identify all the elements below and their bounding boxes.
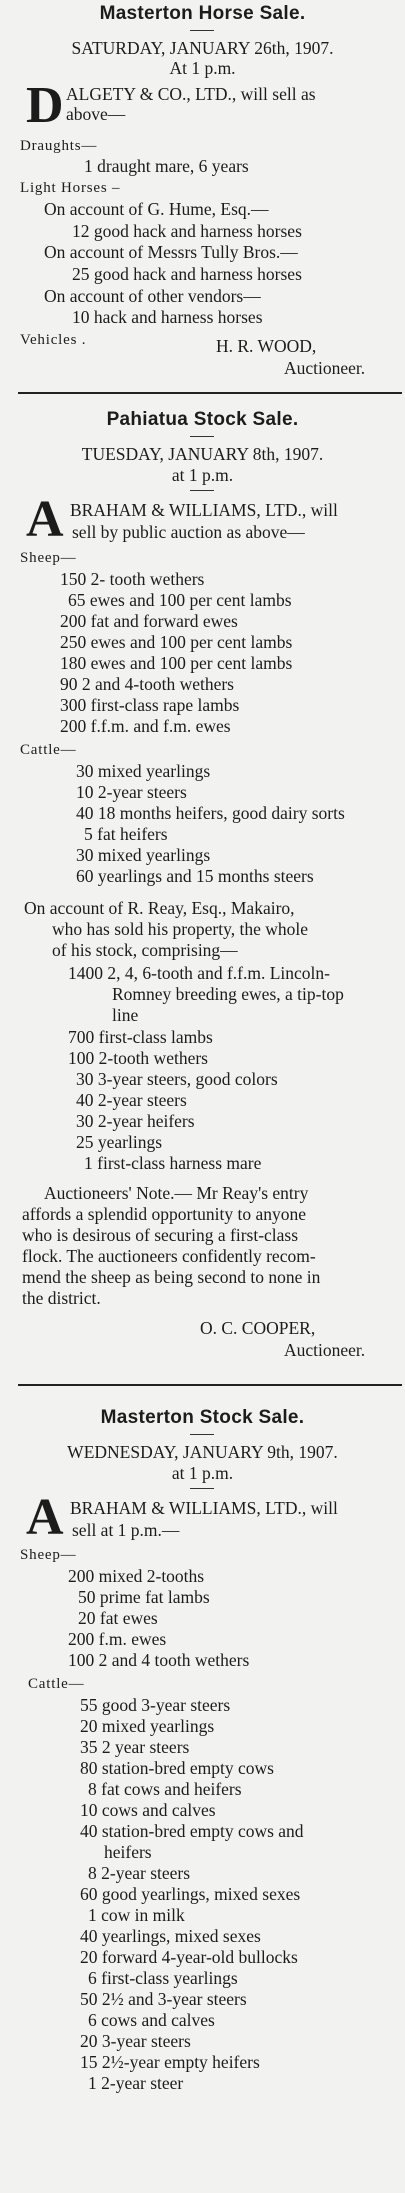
list-item: 300 first-class rape lambs xyxy=(60,695,240,715)
list-item: 10 cows and calves xyxy=(80,1800,216,1820)
list-item: 1 2-year steer xyxy=(88,2073,184,2093)
list-item: 20 mixed yearlings xyxy=(80,1716,215,1736)
list-item: 5 fat heifers xyxy=(84,824,168,844)
title-divider xyxy=(190,490,214,491)
advert-title: Masterton Stock Sale. xyxy=(100,1407,305,1428)
list-item: 55 good 3-year steers xyxy=(80,1695,231,1715)
vendor-line: On account of other vendors— xyxy=(44,286,261,306)
list-item: 30 mixed yearlings xyxy=(76,761,211,781)
auctioneers-note-line: who is desirous of securing a first-class xyxy=(22,1225,299,1245)
advert-title: Pahiatua Stock Sale. xyxy=(106,409,299,430)
list-item: 200 f.m. ewes xyxy=(68,1629,167,1649)
title-divider xyxy=(190,436,214,437)
list-item: 1 cow in milk xyxy=(88,1905,185,1925)
auctioneer-name: H. R. WOOD, xyxy=(216,336,317,356)
auctioneer-title: Auctioneer. xyxy=(284,358,366,378)
list-item: 40 18 months heifers, good dairy sorts xyxy=(76,803,345,823)
section-heading-cattle: Cattle— xyxy=(20,742,77,758)
section-heading-sheep: Sheep— xyxy=(20,550,77,566)
auctioneers-note-line: the district. xyxy=(22,1288,101,1308)
list-item: 25 good hack and harness horses xyxy=(72,264,302,284)
list-item: 8 fat cows and heifers xyxy=(88,1779,242,1799)
auctioneers-note-line: mend the sheep as being second to none in xyxy=(22,1267,321,1287)
sale-date: SATURDAY, JANUARY 26th, 1907. xyxy=(71,38,334,58)
auctioneer-name: O. C. COOPER, xyxy=(200,1318,316,1338)
sale-date: WEDNESDAY, JANUARY 9th, 1907. xyxy=(67,1442,338,1462)
list-item: 20 fat ewes xyxy=(78,1608,158,1628)
title-divider xyxy=(190,30,214,31)
list-item: 1 first-class harness mare xyxy=(84,1153,262,1173)
list-item: 40 yearlings, mixed sexes xyxy=(80,1926,261,1946)
section-heading-draughts: Draughts— xyxy=(20,138,98,154)
auctioneers-note-line: Auctioneers' Note.— Mr Reay's entry xyxy=(44,1183,309,1203)
vendor-line: On account of Messrs Tully Bros.— xyxy=(44,242,298,262)
list-item: 200 f.f.m. and f.m. ewes xyxy=(60,716,231,736)
list-item: 10 hack and harness horses xyxy=(72,307,263,327)
list-item: 30 mixed yearlings xyxy=(76,845,211,865)
list-item: 1400 2, 4, 6-tooth and f.f.m. Lincoln- xyxy=(68,963,330,983)
sale-time: at 1 p.m. xyxy=(171,465,234,485)
list-item: 200 mixed 2-tooths xyxy=(68,1566,205,1586)
list-item: 90 2 and 4-tooth wethers xyxy=(60,674,234,694)
list-item: 150 2- tooth wethers xyxy=(60,569,205,589)
list-item: 30 3-year steers, good colors xyxy=(76,1069,278,1089)
list-item: 200 fat and forward ewes xyxy=(60,611,238,631)
intro-line: BRAHAM & WILLIAMS, LTD., will xyxy=(70,1498,338,1518)
list-item: 700 first-class lambs xyxy=(68,1027,213,1047)
list-item: 30 2-year heifers xyxy=(76,1111,195,1131)
drop-cap-letter: A xyxy=(26,491,64,548)
advert-title: Masterton Horse Sale. xyxy=(99,3,306,24)
intro-line: sell by public auction as above— xyxy=(72,522,305,542)
auctioneers-note-line: affords a splendid opportunity to anyone xyxy=(22,1204,306,1224)
drop-cap-letter: A xyxy=(26,1489,64,1546)
title-divider xyxy=(190,1488,214,1489)
list-item: line xyxy=(112,1005,139,1025)
list-item: 40 2-year steers xyxy=(76,1090,187,1110)
vendor-line: On account of G. Hume, Esq.— xyxy=(44,199,269,219)
list-item: 6 first-class yearlings xyxy=(88,1968,238,1988)
list-item: 80 station-bred empty cows xyxy=(80,1758,274,1778)
section-heading-light-horses: Light Horses – xyxy=(20,180,121,196)
list-item: 10 2-year steers xyxy=(76,782,187,802)
advert-separator xyxy=(18,392,402,394)
list-item: 40 station-bred empty cows and xyxy=(80,1821,304,1841)
list-item: 100 2-tooth wethers xyxy=(68,1048,208,1068)
list-item: 25 yearlings xyxy=(76,1132,163,1152)
sale-time: at 1 p.m. xyxy=(171,1463,234,1483)
list-item: 15 2½-year empty heifers xyxy=(80,2052,260,2072)
section-heading-sheep: Sheep— xyxy=(20,1547,77,1563)
intro-line: ALGETY & CO., LTD., will sell as xyxy=(66,84,316,104)
vendor-line: of his stock, comprising— xyxy=(52,940,238,960)
intro-line: above— xyxy=(66,104,126,124)
list-item: 1 draught mare, 6 years xyxy=(84,156,249,176)
list-item: 50 prime fat lambs xyxy=(78,1587,210,1607)
list-item: 20 forward 4-year-old bullocks xyxy=(80,1947,298,1967)
list-item: 60 good yearlings, mixed sexes xyxy=(80,1884,301,1904)
vendor-line: who has sold his property, the whole xyxy=(52,919,308,939)
auctioneer-title: Auctioneer. xyxy=(284,1340,366,1360)
list-item: 35 2 year steers xyxy=(80,1737,190,1757)
auctioneers-note-line: flock. The auctioneers confidently recom- xyxy=(22,1246,316,1266)
intro-line: BRAHAM & WILLIAMS, LTD., will xyxy=(70,500,338,520)
advert-separator xyxy=(18,1384,402,1386)
sale-time: At 1 p.m. xyxy=(169,58,236,78)
list-item: 60 yearlings and 15 months steers xyxy=(76,866,314,886)
section-heading-vehicles: Vehicles . xyxy=(20,332,87,348)
list-item: 20 3-year steers xyxy=(80,2031,191,2051)
intro-line: sell at 1 p.m.— xyxy=(72,1520,180,1540)
sale-date: TUESDAY, JANUARY 8th, 1907. xyxy=(81,444,324,464)
vendor-line: On account of R. Reay, Esq., Makairo, xyxy=(24,898,295,918)
list-item: 100 2 and 4 tooth wethers xyxy=(68,1650,250,1670)
title-divider xyxy=(190,1434,214,1435)
list-item: 50 2½ and 3-year steers xyxy=(80,1989,247,2009)
list-item: 65 ewes and 100 per cent lambs xyxy=(68,590,292,610)
list-item: Romney breeding ewes, a tip-top xyxy=(112,984,344,1004)
list-item: 250 ewes and 100 per cent lambs xyxy=(60,632,293,652)
section-heading-cattle: Cattle— xyxy=(28,1676,85,1692)
list-item: 180 ewes and 100 per cent lambs xyxy=(60,653,293,673)
list-item: 12 good hack and harness horses xyxy=(72,221,302,241)
list-item: heifers xyxy=(104,1842,152,1862)
list-item: 8 2-year steers xyxy=(88,1863,191,1883)
drop-cap-letter: D xyxy=(26,77,64,134)
list-item: 6 cows and calves xyxy=(88,2010,215,2030)
